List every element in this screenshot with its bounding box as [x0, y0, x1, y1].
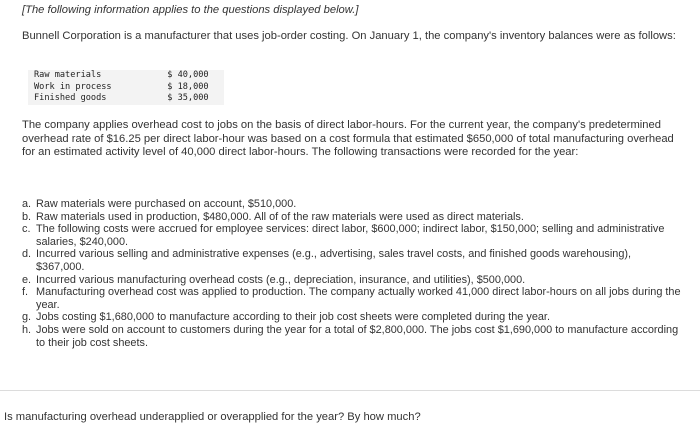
transaction-letter: e.	[22, 273, 32, 286]
transaction-letter: c.	[22, 223, 31, 236]
transactions-list	[22, 198, 682, 349]
list-item	[22, 223, 682, 248]
list-item	[22, 248, 682, 273]
transaction-text: Incurred various manufacturing overhead costs (e.g., depreciation, insurance, and utilities), $500,000.	[36, 273, 526, 286]
transaction-text: Raw materials used in production, $480,000. All of of the raw materials were used as direct materials.	[36, 210, 524, 223]
transaction-text: Incurred various selling and administrative expenses (e.g., advertising, sales travel costs, and finished goods warehousing), $367,000.	[36, 248, 632, 273]
inventory-amount: $ 35,000	[167, 93, 209, 104]
list-item	[22, 286, 682, 311]
list-item	[22, 274, 682, 287]
inventory-label: Raw materials	[34, 70, 102, 80]
header-note: [The following information applies to the questions displayed below.]	[22, 4, 359, 16]
transaction-text: Raw materials were purchased on account, $510,000.	[36, 198, 297, 210]
list-item	[22, 198, 682, 211]
transaction-letter: h.	[22, 323, 32, 336]
intro-paragraph: Bunnell Corporation is a manufacturer that uses job-order costing. On January 1, the company's inventory balances were as follows:	[22, 30, 676, 42]
transaction-text: Jobs costing $1,680,000 to manufacture according to their job cost sheets were completed during the year.	[36, 311, 550, 324]
list-item	[22, 211, 682, 224]
table-row	[28, 70, 224, 82]
overhead-paragraph: The company applies overhead cost to jobs on the basis of direct labor-hours. For the current year, the company's predetermined overhead rate of $16.25 per direct labor-hour was based on a cost formula that estimated $650,000 of total manufacturing overhead for an estimated activity level of 40,000 direct labor-hours. The following transactions were recorded for the year:	[22, 119, 674, 159]
transaction-letter: b.	[22, 210, 32, 223]
transaction-text: Manufacturing overhead cost was applied to production. The company actually worked 41,000 direct labor-hours on all jobs during the year.	[36, 286, 681, 311]
inventory-label: Finished goods	[34, 93, 107, 104]
list-item	[22, 311, 682, 324]
inventory-balances-table	[28, 70, 224, 105]
transaction-text: The following costs were accrued for employee services: direct labor, $600,000; indirect labor, $150,000; selling and administrative salaries, $240,000.	[36, 223, 665, 248]
inventory-amount: $ 40,000	[167, 70, 209, 80]
question-text: Is manufacturing overhead underapplied or overapplied for the year? By how much?	[4, 411, 421, 423]
transaction-letter: g.	[22, 311, 32, 324]
table-row	[28, 93, 224, 105]
table-row	[28, 82, 224, 94]
inventory-label: Work in process	[34, 81, 112, 92]
transaction-text: Jobs were sold on account to customers during the year for a total of $2,800,000. The jobs cost $1,690,000 to manufacture according to their job cost sheets.	[36, 323, 679, 349]
transaction-letter: f.	[22, 286, 29, 299]
transaction-letter: a.	[22, 198, 32, 210]
section-divider	[0, 390, 700, 391]
transaction-letter: d.	[22, 248, 32, 261]
inventory-amount: $ 18,000	[167, 81, 209, 92]
list-item	[22, 324, 682, 349]
